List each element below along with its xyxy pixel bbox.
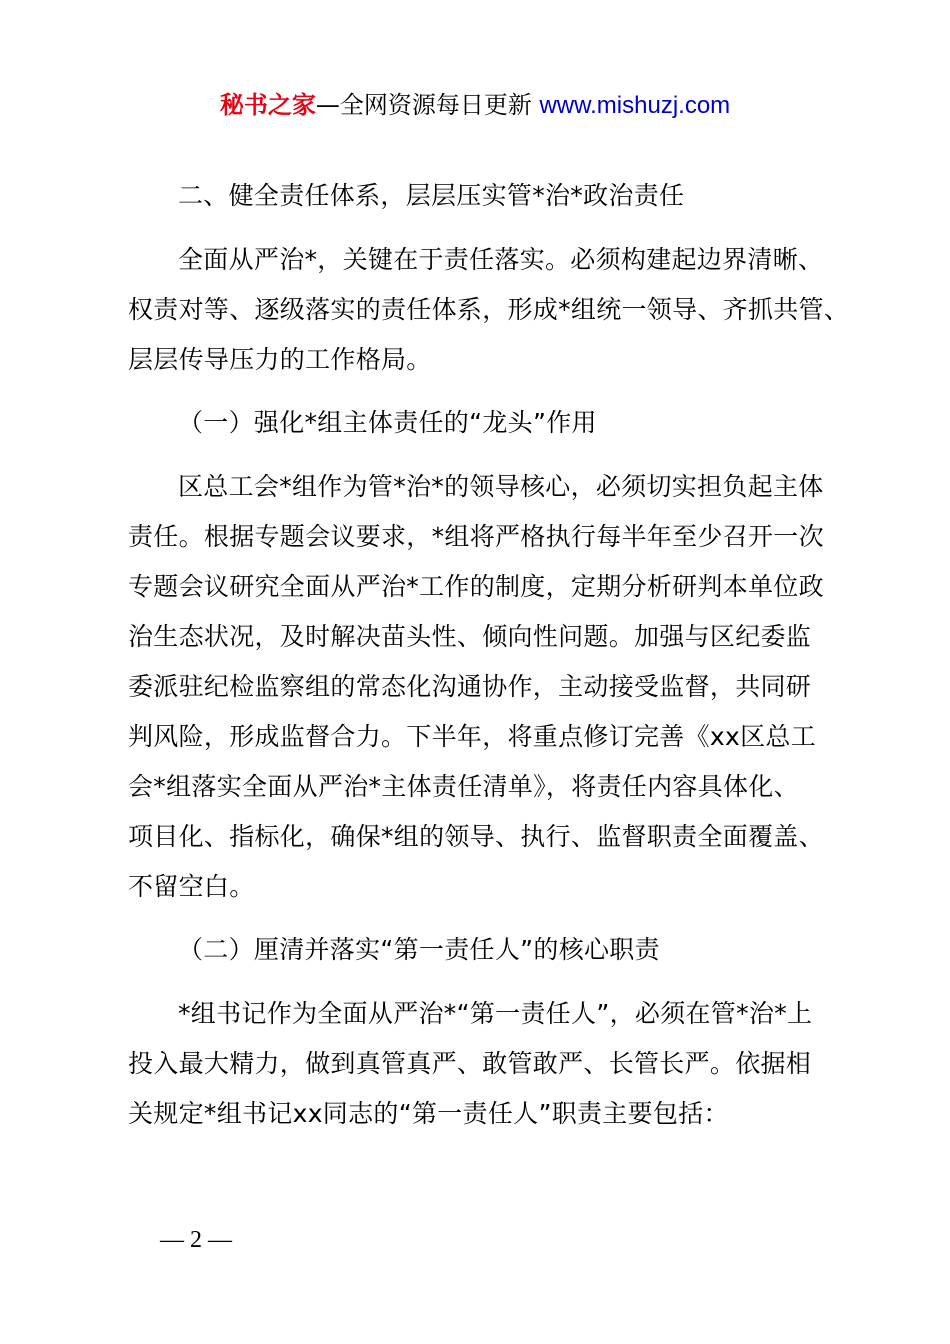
- paragraph-line: 专题会议研究全面从严治*工作的制度，定期分析研判本单位政: [128, 572, 824, 601]
- paragraph-line: 项目化、指标化，确保*组的领导、执行、监督职责全面覆盖、: [128, 822, 824, 851]
- paragraph-line: 不留空白。: [128, 872, 255, 901]
- paragraph-line: 治生态状况，及时解决苗头性、倾向性问题。加强与区纪委监: [128, 622, 812, 651]
- section-heading-2: 二、健全责任体系，层层压实管*治*政治责任: [178, 181, 685, 210]
- paragraph-line: 权责对等、逐级落实的责任体系，形成*组统一领导、齐抓共管、: [128, 295, 850, 324]
- paragraph-line: 责任。根据专题会议要求，*组将严格执行每半年至少召开一次: [128, 522, 824, 551]
- paragraph-line: 关规定*组书记xx同志的“第一责任人”职责主要包括：: [128, 1099, 729, 1128]
- header-tagline: —全网资源每日更新: [315, 91, 540, 119]
- paragraph-line: *组书记作为全面从严治*“第一责任人”，必须在管*治*上: [178, 999, 813, 1028]
- brand-name: 秘书之家: [219, 91, 316, 119]
- paragraph-line: 判风险，形成监督合力。下半年，将重点修订完善《xx区总工: [128, 722, 816, 751]
- site-url[interactable]: www.mishuzj.com: [539, 92, 731, 119]
- subsection-heading-1: （一）强化*组主体责任的“龙头”作用: [178, 408, 597, 437]
- paragraph-line: 全面从严治*，关键在于责任落实。必须构建起边界清晰、: [178, 245, 824, 274]
- site-watermark-header: [0, 88, 950, 123]
- page-number: — 2 —: [160, 1227, 232, 1253]
- paragraph-line: 投入最大精力，做到真管真严、敢管敢严、长管长严。依据相: [128, 1049, 812, 1078]
- paragraph-line: 会*组落实全面从严治*主体责任清单》，将责任内容具体化、: [128, 772, 799, 801]
- paragraph-line: 层层传导压力的工作格局。: [128, 345, 432, 374]
- paragraph-line: 委派驻纪检监察组的常态化沟通协作，主动接受监督，共同研: [128, 672, 812, 701]
- subsection-heading-2: （二）厘清并落实“第一责任人”的核心职责: [178, 935, 660, 964]
- paragraph-line: 区总工会*组作为管*治*的领导核心，必须切实担负起主体: [178, 472, 824, 501]
